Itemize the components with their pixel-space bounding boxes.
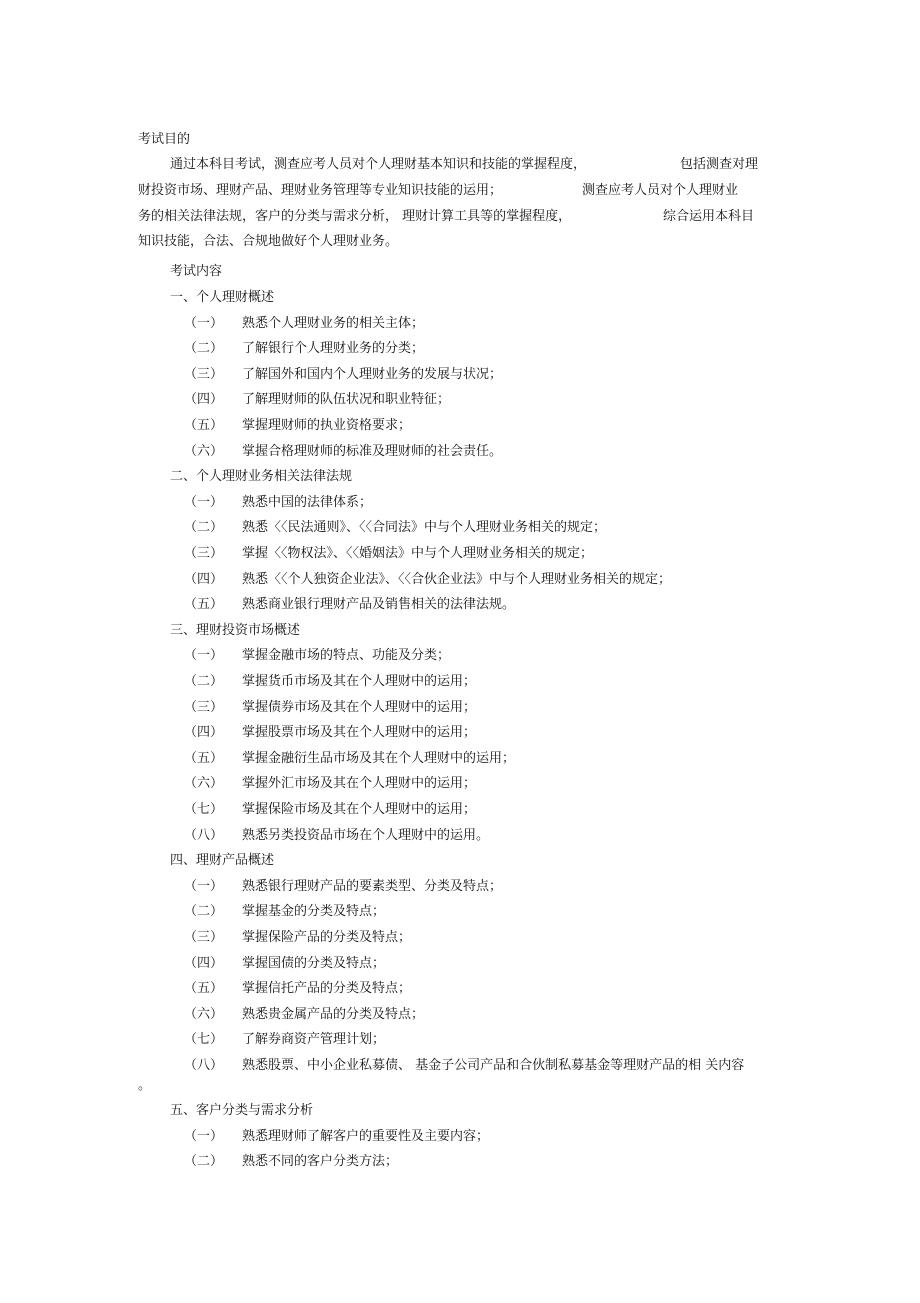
list-item — [184, 725, 476, 741]
list-item — [184, 930, 411, 946]
item-number: （五） — [184, 597, 224, 612]
list-item — [184, 1154, 398, 1170]
section-title: 一、个人理财概述 — [170, 290, 275, 305]
intro-line-2-b: 测查应考人员对个人理财业 — [582, 183, 739, 198]
intro-line-1-b: 包括测查对理 — [680, 157, 759, 172]
list-item — [184, 828, 489, 844]
item-number: （三） — [184, 930, 224, 945]
list-item — [184, 392, 450, 408]
list-item — [184, 546, 593, 562]
list-item — [184, 751, 515, 767]
item-text: 掌握外汇市场及其在个人理财中的运用； — [242, 776, 477, 791]
item-number: （八） — [184, 1058, 224, 1073]
item-number: （七） — [184, 1032, 224, 1047]
item-number: （一） — [184, 495, 224, 510]
item-text: 掌握〈〈物权法》、〈〈婚姻法》中与个人理财业务相关的规定； — [242, 546, 594, 561]
section-title: 五、客户分类与需求分析 — [170, 1103, 314, 1118]
list-item — [184, 597, 515, 613]
list-item — [184, 341, 424, 357]
item-text: 熟悉另类投资品市场在个人理财中的运用。 — [242, 828, 490, 843]
item-number: （四） — [184, 956, 224, 971]
section-title: 四、理财产品概述 — [170, 853, 275, 868]
intro-line-4-a: 知识技能，合法、合规地做好个人理财业务。 — [138, 234, 399, 249]
item-text: 掌握基金的分类及特点； — [242, 904, 386, 919]
item-number: （三） — [184, 700, 224, 715]
list-item — [184, 444, 502, 460]
item-number: （二） — [184, 520, 224, 535]
item-text: 熟悉个人理财业务的相关主体； — [242, 316, 425, 331]
item-text: 了解银行个人理财业务的分类； — [242, 341, 425, 356]
list-item — [184, 1007, 424, 1023]
item-text: 掌握合格理财师的标准及理财师的社会责任。 — [242, 444, 503, 459]
intro-line-3-a: 务的相关法律法规，客户的分类与需求分析， 理财计算工具等的掌握程度， — [138, 209, 572, 224]
item-text: 掌握货币市场及其在个人理财中的运用； — [242, 674, 477, 689]
item-text: 掌握保险市场及其在个人理财中的运用； — [242, 802, 477, 817]
list-item — [184, 1129, 489, 1145]
item-text: 熟悉不同的客户分类方法； — [242, 1154, 399, 1169]
item-text: 掌握金融市场的特点、功能及分类； — [242, 648, 451, 663]
item-number: （二） — [184, 904, 224, 919]
item-number: （四） — [184, 725, 224, 740]
item-number: （一） — [184, 1129, 224, 1144]
item-text: 掌握金融衍生品市场及其在个人理财中的运用； — [242, 751, 516, 766]
item-text: 熟悉〈〈个人独资企业法》、〈〈合伙企业法》中与个人理财业务相关的规定； — [242, 572, 672, 587]
item-number: （二） — [184, 341, 224, 356]
list-item — [184, 520, 606, 536]
item-text: 熟悉银行理财产品的要素类型、分类及特点； — [242, 879, 503, 894]
item-text: 了解国外和国内个人理财业务的发展与状况； — [242, 367, 503, 382]
list-item — [184, 700, 476, 716]
item-text: 掌握股票市场及其在个人理财中的运用； — [242, 725, 477, 740]
item-number: （八） — [184, 828, 224, 843]
section-title: 三、理财投资市场概述 — [170, 623, 301, 638]
list-item — [184, 648, 450, 664]
section-title: 二、个人理财业务相关法律法规 — [170, 469, 353, 484]
item-number: （一） — [184, 879, 224, 894]
item-number: （五） — [184, 418, 224, 433]
item-text: 了解券商资产管理计划； — [242, 1032, 386, 1047]
item-number: （二） — [184, 674, 224, 689]
list-item — [184, 879, 502, 895]
list-item — [184, 904, 385, 920]
list-item — [184, 674, 476, 690]
list-item — [184, 572, 671, 588]
list-item — [184, 1058, 744, 1074]
item-number: （五） — [184, 981, 224, 996]
wrapped-line-tail: 。 — [138, 1078, 152, 1093]
item-number: （三） — [184, 367, 224, 382]
item-text: 掌握理财师的执业资格要求； — [242, 418, 412, 433]
list-item — [184, 316, 424, 332]
list-item — [184, 802, 476, 818]
list-item — [184, 956, 385, 972]
item-number: （六） — [184, 444, 224, 459]
item-text: 熟悉股票、中小企业私募债、 基金子公司产品和合伙制私募基金等理财产品的相 关内容 — [242, 1058, 745, 1073]
item-number: （三） — [184, 546, 224, 561]
intro-line-1-a: 通过本科目考试，测查应考人员对个人理财基本知识和技能的掌握程度， — [170, 157, 587, 172]
content-heading: 考试内容 — [170, 264, 223, 279]
item-number: （二） — [184, 1154, 224, 1169]
item-number: （一） — [184, 316, 224, 331]
item-text: 掌握国债的分类及特点； — [242, 956, 386, 971]
list-item — [184, 367, 502, 383]
heading-exam-purpose: 考试目的 — [138, 132, 191, 147]
item-number: （五） — [184, 751, 224, 766]
item-number: （一） — [184, 648, 224, 663]
list-item — [184, 495, 372, 511]
intro-line-2-a: 财投资市场、理财产品、理财业务管理等专业知识技能的运用； — [138, 183, 503, 198]
item-text: 了解理财师的队伍状况和职业特征； — [242, 392, 451, 407]
intro-line-3-b: 综合运用本科目 — [663, 209, 755, 224]
item-number: （四） — [184, 572, 224, 587]
item-number: （六） — [184, 1007, 224, 1022]
item-text: 熟悉理财师了解客户的重要性及主要内容； — [242, 1129, 490, 1144]
item-number: （七） — [184, 802, 224, 817]
item-text: 熟悉商业银行理财产品及销售相关的法律法规。 — [242, 597, 516, 612]
list-item — [184, 418, 411, 434]
item-text: 熟悉贵金属产品的分类及特点； — [242, 1007, 425, 1022]
list-item — [184, 1032, 385, 1048]
item-text: 掌握债券市场及其在个人理财中的运用； — [242, 700, 477, 715]
item-text: 熟悉〈〈民法通则》、〈〈合同法》中与个人理财业务相关的规定； — [242, 520, 607, 535]
item-text: 掌握信托产品的分类及特点； — [242, 981, 412, 996]
list-item — [184, 776, 476, 792]
list-item — [184, 981, 411, 997]
item-text: 掌握保险产品的分类及特点； — [242, 930, 412, 945]
item-text: 熟悉中国的法律体系； — [242, 495, 373, 510]
item-number: （四） — [184, 392, 224, 407]
item-number: （六） — [184, 776, 224, 791]
